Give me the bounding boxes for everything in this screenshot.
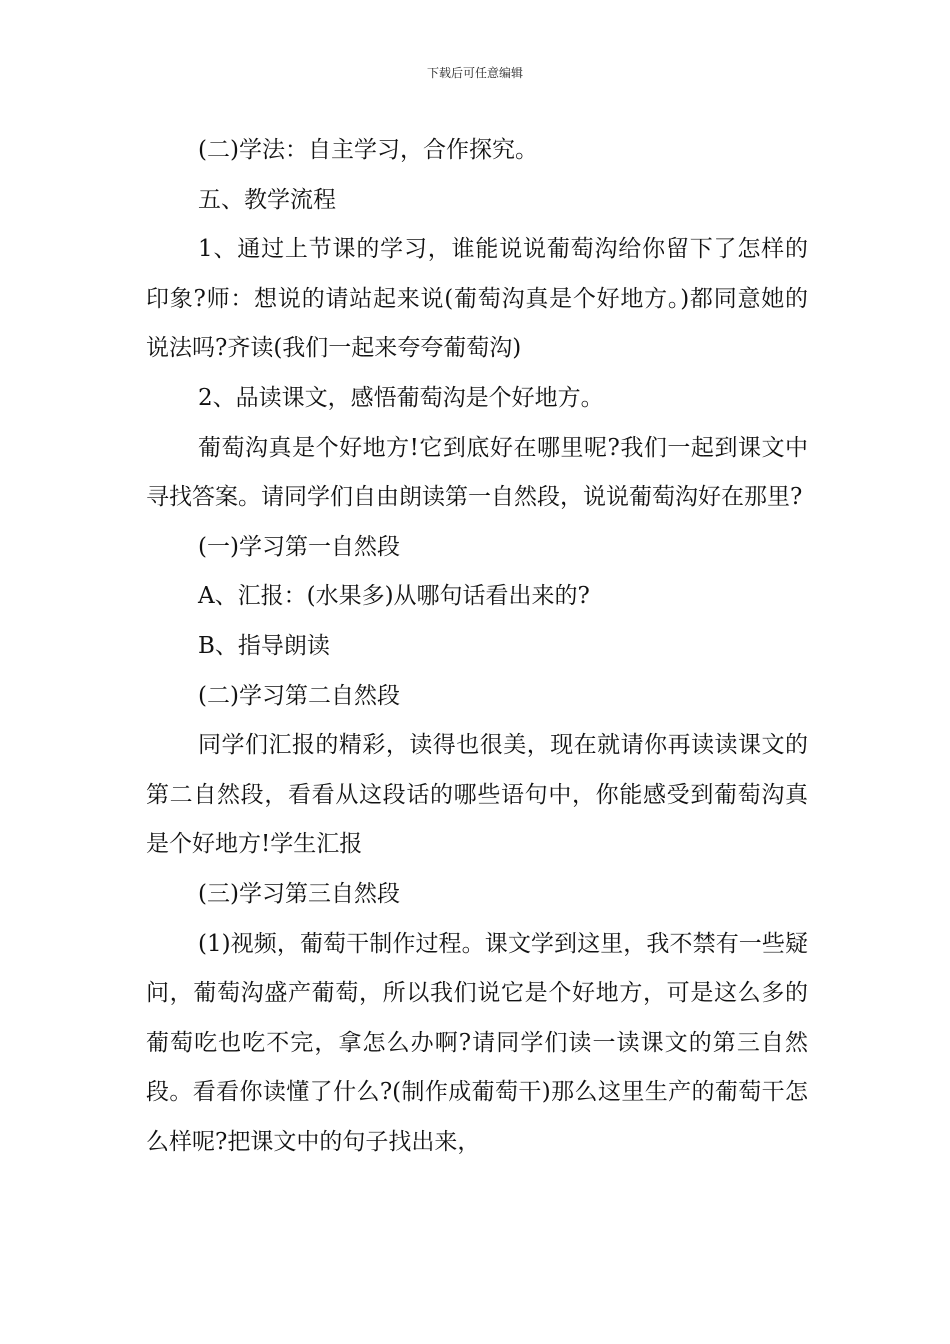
paragraph: 2、品读课文，感悟葡萄沟是个好地方。 [198,384,604,411]
subsection-heading: (一)学习第一自然段 [198,533,400,560]
section-heading: 五、教学流程 [198,186,336,213]
page-header: 下载后可任意编辑 [426,66,523,80]
paragraph: B、指导朗读 [198,632,330,659]
document-body [146,126,808,1167]
paragraph: 同学们汇报的精彩，读得也很美，现在就请你再读读课文的第二自然段，看看从这段话的哪些语句中，你能感受到葡萄沟真是个好地方!学生汇报 [146,732,808,858]
paragraph: (二)学法：自主学习，合作探究。 [198,137,538,163]
paragraph: 葡萄沟真是个好地方!它到底好在哪里呢?我们一起到课文中寻找答案。请同学们自由朗读第一自然段，说说葡萄沟好在那里? [146,434,808,511]
paragraph: (1)视频，葡萄干制作过程。课文学到这里，我不禁有一些疑问，葡萄沟盛产葡萄，所以我们说它是个好地方，可是这么多的葡萄吃也吃不完，拿怎么办啊?请同学们读一读课文的第三自然段。看看你读懂了什么?(制作成葡萄干)那么这里生产的葡萄干怎么样呢?把课文中的句子找出来， [146,930,808,1155]
paragraph: 1、通过上节课的学习，谁能说说葡萄沟给你留下了怎样的印象?师：想说的请站起来说(葡萄沟真是个好地方。)都同意她的说法吗?齐读(我们一起来夸夸葡萄沟) [146,236,808,362]
subsection-heading: (二)学习第二自然段 [198,682,400,709]
paragraph: A、汇报：(水果多)从哪句话看出来的? [198,583,590,610]
subsection-heading: (三)学习第三自然段 [198,880,400,907]
